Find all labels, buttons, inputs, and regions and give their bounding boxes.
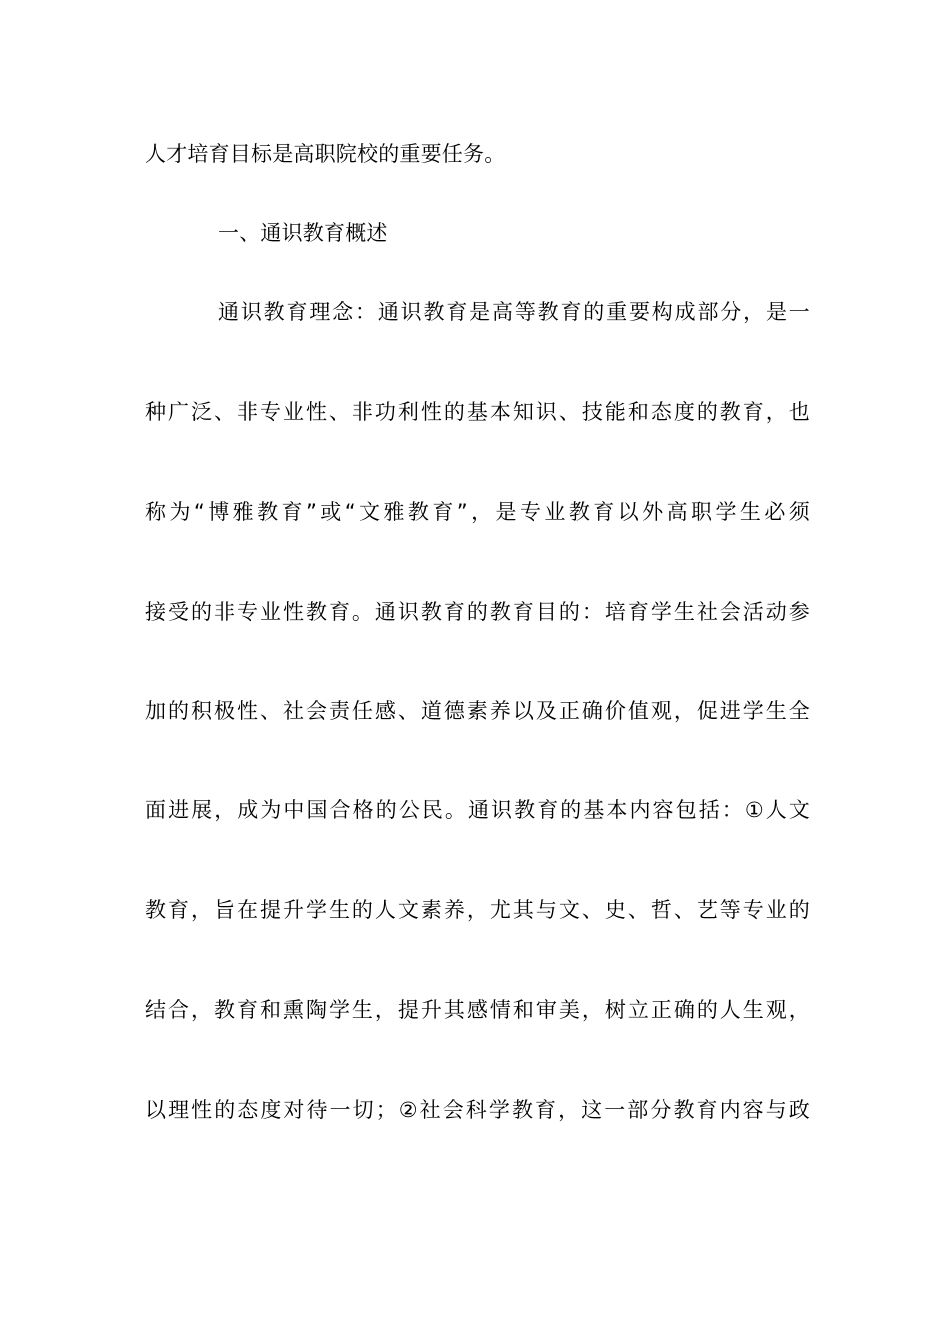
section-heading: 一、通识教育概述: [218, 221, 388, 245]
paragraph-continuation-line: 人才培育目标是高职院校的重要任务。: [145, 142, 506, 166]
paragraph-line-9: 以理性的态度对待一切；②社会科学教育，这一部分教育内容与政: [145, 1098, 810, 1122]
paragraph-line-5: 加的积极性、社会责任感、道德素养以及正确价值观，促进学生全: [145, 699, 810, 723]
paragraph-line-4: 接受的非专业性教育。通识教育的教育目的：培育学生社会活动参: [145, 600, 810, 624]
paragraph-line-2: 种广泛、非专业性、非功利性的基本知识、技能和态度的教育，也: [145, 400, 810, 424]
paragraph-line-1: 通识教育理念：通识教育是高等教育的重要构成部分，是一: [218, 300, 810, 324]
paragraph-line-3: 称为“博雅教育”或“文雅教育”，是专业教育以外高职学生必须: [145, 500, 810, 524]
paragraph-line-8: 结合，教育和熏陶学生，提升其感情和审美，树立正确的人生观，: [145, 998, 810, 1022]
paragraph-line-6: 面进展，成为中国合格的公民。通识教育的基本内容包括：①人文: [145, 798, 810, 822]
paragraph-line-7: 教育，旨在提升学生的人文素养，尤其与文、史、哲、艺等专业的: [145, 898, 810, 922]
